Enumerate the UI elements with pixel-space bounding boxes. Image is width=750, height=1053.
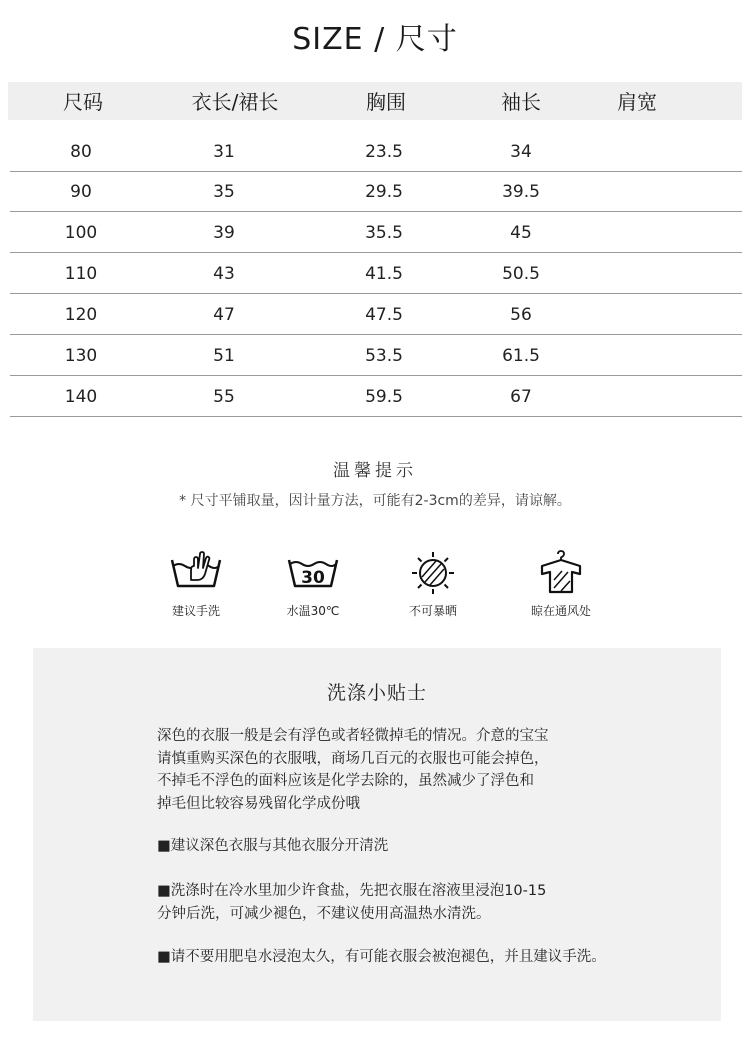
cell-length: 39	[213, 223, 235, 243]
care-hand-wash	[141, 550, 251, 619]
washing-tips-title: 洗涤小贴士	[326, 682, 427, 704]
care-wash-30	[258, 550, 368, 619]
shade-dry-icon	[534, 550, 588, 594]
cell-size: 90	[70, 182, 92, 202]
cell-sleeve: 45	[510, 223, 532, 243]
tip-line: ■请不要用肥皂水浸泡太久，有可能衣服会被泡褪色，并且建议手洗。	[157, 949, 606, 965]
table-row	[10, 132, 742, 172]
row-divider	[10, 416, 742, 417]
cell-size: 100	[64, 223, 98, 243]
cell-sleeve: 56	[510, 305, 532, 325]
row-divider	[10, 293, 742, 294]
no-sun-icon	[406, 550, 460, 594]
wash-temp-number: 30	[301, 568, 325, 588]
washing-tip-1	[157, 835, 388, 858]
table-row	[10, 377, 742, 417]
washing-intro	[157, 725, 549, 815]
hand-wash-icon	[169, 550, 223, 594]
header-chest: 胸围	[366, 90, 406, 114]
header-length: 衣长/裙长	[191, 90, 279, 114]
header-size: 尺码	[63, 90, 103, 114]
cell-length: 51	[213, 346, 235, 366]
care-no-sun	[378, 550, 488, 619]
washing-tips-panel	[33, 648, 721, 1021]
intro-line: 不掉毛不浮色的面料应该是化学去除的，虽然减少了浮色和	[157, 773, 534, 789]
care-label: 不可暴晒	[408, 604, 457, 618]
cell-chest: 41.5	[365, 264, 403, 284]
wash-30-icon	[286, 550, 340, 594]
cell-length: 35	[213, 182, 235, 202]
intro-line: 请慎重购买深色的衣服哦，商场几百元的衣服也可能会掉色，	[157, 750, 549, 767]
washing-tip-3	[157, 946, 606, 969]
cell-chest: 29.5	[365, 182, 403, 202]
cell-sleeve: 67	[510, 387, 532, 407]
cell-chest: 59.5	[365, 387, 403, 407]
cell-sleeve: 34	[510, 142, 532, 162]
cell-chest: 53.5	[365, 346, 403, 366]
cell-length: 55	[213, 387, 235, 407]
tip-line: ■洗涤时在冷水里加少许食盐，先把衣服在溶液里浸泡10-15	[157, 883, 547, 899]
size-table-header	[8, 82, 742, 120]
care-shade-dry	[506, 550, 616, 619]
table-row	[10, 172, 742, 212]
cell-chest: 35.5	[365, 223, 403, 243]
tip-line: ■建议深色衣服与其他衣服分开清洗	[157, 838, 389, 854]
row-divider	[10, 334, 742, 335]
tips-title: 温馨提示	[333, 461, 417, 481]
cell-sleeve: 61.5	[502, 346, 540, 366]
row-divider	[10, 211, 742, 212]
row-divider	[10, 252, 742, 253]
cell-chest: 23.5	[365, 142, 403, 162]
cell-length: 43	[213, 264, 235, 284]
cell-length: 31	[213, 142, 235, 162]
header-shoulder: 肩宽	[617, 90, 657, 114]
table-row	[10, 254, 742, 294]
cell-length: 47	[213, 305, 235, 325]
intro-line: 深色的衣服一般是会有浮色或者轻微掉毛的情况。介意的宝宝	[157, 728, 549, 744]
header-sleeve: 袖长	[501, 90, 541, 114]
washing-tip-2	[157, 880, 546, 925]
table-row	[10, 213, 742, 253]
tips-note: * 尺寸平铺取量，因计量方法，可能有2-3cm的差异，请谅解。	[179, 493, 571, 509]
cell-sleeve: 39.5	[502, 182, 540, 202]
cell-size: 110	[64, 264, 98, 284]
table-row	[10, 295, 742, 335]
care-label: 水温30℃	[286, 604, 340, 618]
page-title: SIZE / 尺寸	[292, 22, 458, 57]
cell-size: 130	[64, 346, 98, 366]
intro-line: 掉毛但比较容易残留化学成份哦	[157, 795, 360, 812]
care-label: 晾在通风处	[530, 604, 591, 618]
cell-chest: 47.5	[365, 305, 403, 325]
cell-size: 140	[64, 387, 98, 407]
cell-size: 120	[64, 305, 98, 325]
cell-sleeve: 50.5	[502, 264, 540, 284]
table-row	[10, 336, 742, 376]
tip-line: 分钟后洗，可减少褪色，不建议使用高温热水清洗。	[157, 905, 491, 922]
cell-size: 80	[70, 142, 92, 162]
care-label: 建议手洗	[171, 604, 220, 618]
row-divider	[10, 375, 742, 376]
